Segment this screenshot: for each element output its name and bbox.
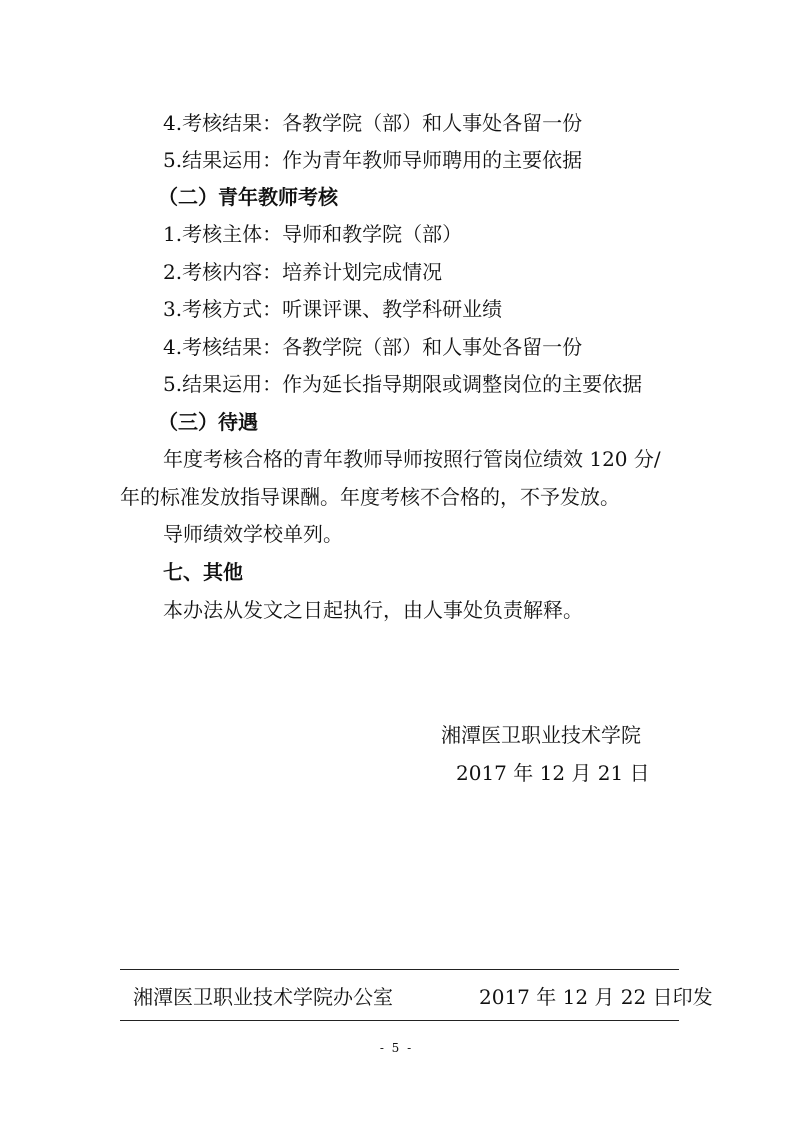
- assessment-content-item: 2.考核内容：培养计划完成情况: [163, 260, 443, 284]
- section-heading-other: 七、其他: [163, 560, 243, 584]
- assessment-subject-item: 1.考核主体：导师和教学院（部）: [163, 222, 463, 246]
- footer-top-rule: [120, 969, 679, 970]
- page-number: - 5 -: [379, 1041, 414, 1055]
- signature-org: 湘潭医卫职业技术学院: [441, 723, 641, 747]
- assessment-result-item: 4.考核结果：各教学院（部）和人事处各留一份: [163, 111, 583, 135]
- treatment-paragraph-line1: 年度考核合格的青年教师导师按照行管岗位绩效 120 分/: [163, 447, 661, 471]
- treatment-paragraph-line2: 年的标准发放指导课酬。年度考核不合格的，不予发放。: [120, 485, 620, 509]
- footer-issue-date: 2017 年 12 月 22 日印发: [479, 985, 713, 1009]
- effective-date-paragraph: 本办法从发文之日起执行，由人事处负责解释。: [163, 598, 583, 622]
- result-usage-item-2: 5.结果运用：作为延长指导期限或调整岗位的主要依据: [163, 372, 643, 396]
- section-heading-youth-teacher-assessment: （二）青年教师考核: [158, 185, 338, 209]
- footer-bottom-rule: [120, 1020, 679, 1021]
- assessment-method-item: 3.考核方式：听课评课、教学科研业绩: [163, 297, 503, 321]
- result-usage-item: 5.结果运用：作为青年教师导师聘用的主要依据: [163, 148, 583, 172]
- assessment-result-item-2: 4.考核结果：各教学院（部）和人事处各留一份: [163, 335, 583, 359]
- section-heading-treatment: （三）待遇: [158, 410, 258, 434]
- signature-date: 2017 年 12 月 21 日: [456, 761, 650, 785]
- mentor-performance-paragraph: 导师绩效学校单列。: [163, 522, 343, 546]
- footer-issuer: 湘潭医卫职业技术学院办公室: [133, 985, 393, 1009]
